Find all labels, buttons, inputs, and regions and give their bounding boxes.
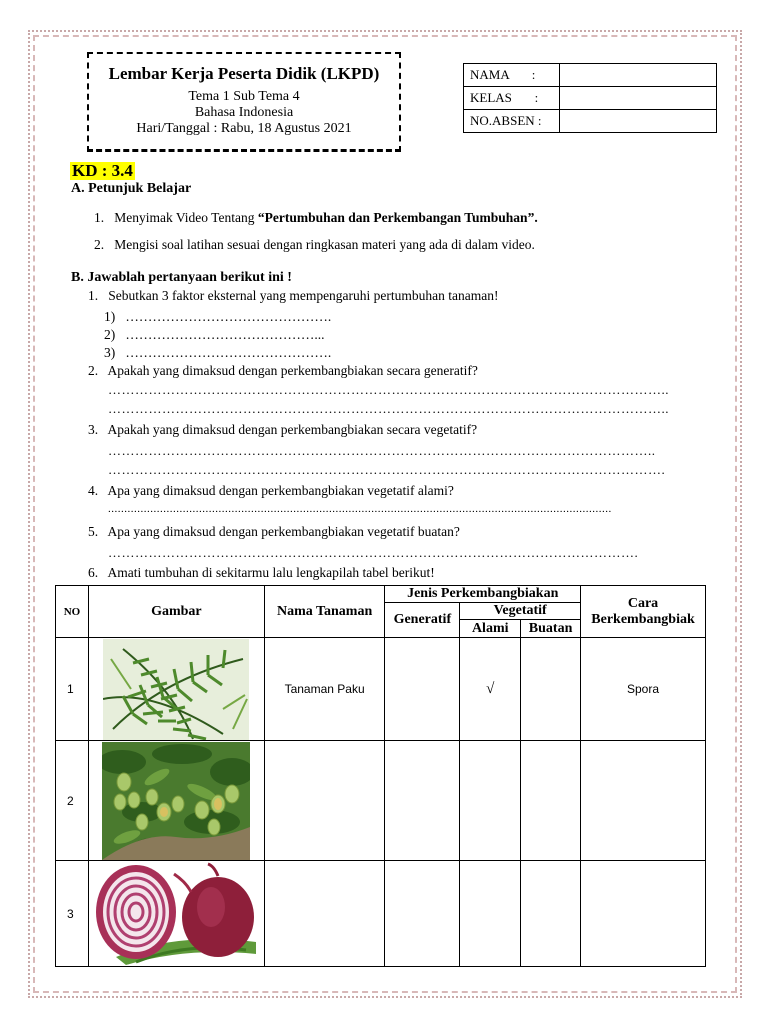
mango-tree-image bbox=[102, 742, 250, 860]
alami-cell[interactable] bbox=[460, 741, 521, 861]
date-line: Hari/Tanggal : Rabu, 18 Agustus 2021 bbox=[136, 121, 352, 136]
question-5-answer-line-1[interactable]: ………………………………………………………………………………………………………. bbox=[108, 545, 639, 560]
subject-line: Bahasa Indonesia bbox=[194, 105, 294, 120]
mango-image-cell bbox=[88, 741, 264, 861]
header-cara: Cara Berkembangbiak bbox=[581, 586, 706, 638]
question-3: 3. Apakah yang dimaksud dengan perkembangbiakan secara vegetatif? bbox=[88, 422, 478, 437]
alami-cell[interactable] bbox=[460, 861, 521, 967]
plant-name[interactable] bbox=[264, 741, 385, 861]
fern-image-cell bbox=[88, 638, 264, 741]
absen-label: NO.ABSEN : bbox=[464, 110, 560, 133]
question-2: 2. Apakah yang dimaksud dengan perkembangbiakan secara generatif? bbox=[88, 363, 478, 378]
buatan-cell[interactable] bbox=[521, 861, 581, 967]
plant-name[interactable] bbox=[264, 861, 385, 967]
nama-field[interactable] bbox=[560, 64, 717, 87]
question-1-answer-2[interactable]: 2) ……………………………………... bbox=[104, 327, 325, 342]
header-alami: Alami bbox=[460, 620, 521, 638]
question-1: 1. Sebutkan 3 faktor eksternal yang mempengaruhi pertumbuhan tanaman! bbox=[88, 288, 499, 303]
red-onion-image bbox=[96, 862, 256, 965]
section-a-title: A. Petunjuk Belajar bbox=[71, 181, 192, 196]
question-1-answer-1[interactable]: 1) ………………………………………. bbox=[104, 309, 332, 324]
identity-table bbox=[463, 63, 717, 133]
question-4: 4. Apa yang dimaksud dengan perkembangbiakan vegetatif alami? bbox=[88, 483, 454, 498]
buatan-cell[interactable] bbox=[521, 741, 581, 861]
plant-name[interactable]: Tanaman Paku bbox=[264, 638, 385, 741]
plant-table bbox=[55, 585, 706, 967]
generatif-cell[interactable] bbox=[385, 638, 460, 741]
header-vegetatif: Vegetatif bbox=[460, 603, 581, 620]
question-3-answer-line-2[interactable]: ……………………………………………………………………………………………………………. bbox=[108, 462, 666, 477]
generatif-cell[interactable] bbox=[385, 861, 460, 967]
instruction-2-number: 2. bbox=[94, 237, 105, 252]
header-nama-tanaman: Nama Tanaman bbox=[264, 586, 385, 638]
row-number: 3 bbox=[56, 861, 89, 967]
kelas-label: KELAS : bbox=[464, 87, 560, 110]
instruction-1-number: 1. bbox=[94, 210, 105, 225]
absen-field[interactable] bbox=[560, 110, 717, 133]
cara-cell[interactable]: Spora bbox=[581, 638, 706, 741]
generatif-cell[interactable] bbox=[385, 741, 460, 861]
table-row bbox=[56, 861, 706, 967]
header-gambar: Gambar bbox=[88, 586, 264, 638]
question-6: 6. Amati tumbuhan di sekitarmu lalu lengkapilah tabel berikut! bbox=[88, 565, 435, 580]
header-buatan: Buatan bbox=[521, 620, 581, 638]
instruction-1 bbox=[94, 210, 538, 226]
cara-cell[interactable] bbox=[581, 861, 706, 967]
kelas-field[interactable] bbox=[560, 87, 717, 110]
cara-cell[interactable] bbox=[581, 741, 706, 861]
table-row bbox=[56, 741, 706, 861]
row-number: 2 bbox=[56, 741, 89, 861]
question-4-answer-line-1[interactable]: ........................................................................................................................................................... bbox=[108, 503, 612, 515]
question-1-answer-3[interactable]: 3) ………………………………………. bbox=[104, 345, 332, 360]
instruction-2-text: Mengisi soal latihan sesuai dengan ringkasan materi yang ada di dalam video. bbox=[114, 237, 535, 252]
nama-label: NAMA : bbox=[464, 64, 560, 87]
header-jenis: Jenis Perkembangbiakan bbox=[385, 586, 581, 603]
worksheet-title: Lembar Kerja Peserta Didik (LKPD) bbox=[108, 64, 380, 83]
instruction-2 bbox=[94, 237, 535, 253]
question-2-answer-line-1[interactable]: …………………………………………………………………………………………………………….. bbox=[108, 382, 669, 397]
header-generatif: Generatif bbox=[385, 603, 460, 638]
instruction-1-topic: “Pertumbuhan dan Perkembangan Tumbuhan”. bbox=[257, 210, 538, 225]
header-box bbox=[87, 52, 401, 152]
section-b-title: B. Jawablah pertanyaan berikut ini ! bbox=[71, 270, 292, 285]
buatan-cell[interactable] bbox=[521, 638, 581, 741]
fern-image bbox=[103, 639, 249, 740]
table-row bbox=[56, 638, 706, 741]
instruction-1-text: Menyimak Video Tentang bbox=[114, 210, 258, 225]
row-number: 1 bbox=[56, 638, 89, 741]
question-2-answer-line-2[interactable]: …………………………………………………………………………………………………………….. bbox=[108, 401, 669, 416]
question-5: 5. Apa yang dimaksud dengan perkembangbiakan vegetatif buatan? bbox=[88, 524, 460, 539]
alami-check[interactable]: √ bbox=[460, 638, 521, 741]
question-3-answer-line-1[interactable]: ………………………………………………………………………………………………………….. bbox=[108, 443, 656, 458]
kd-badge: KD : 3.4 bbox=[72, 161, 133, 180]
onion-image-cell bbox=[88, 861, 264, 967]
tema-line: Tema 1 Sub Tema 4 bbox=[188, 89, 300, 104]
header-no: NO bbox=[56, 586, 89, 638]
